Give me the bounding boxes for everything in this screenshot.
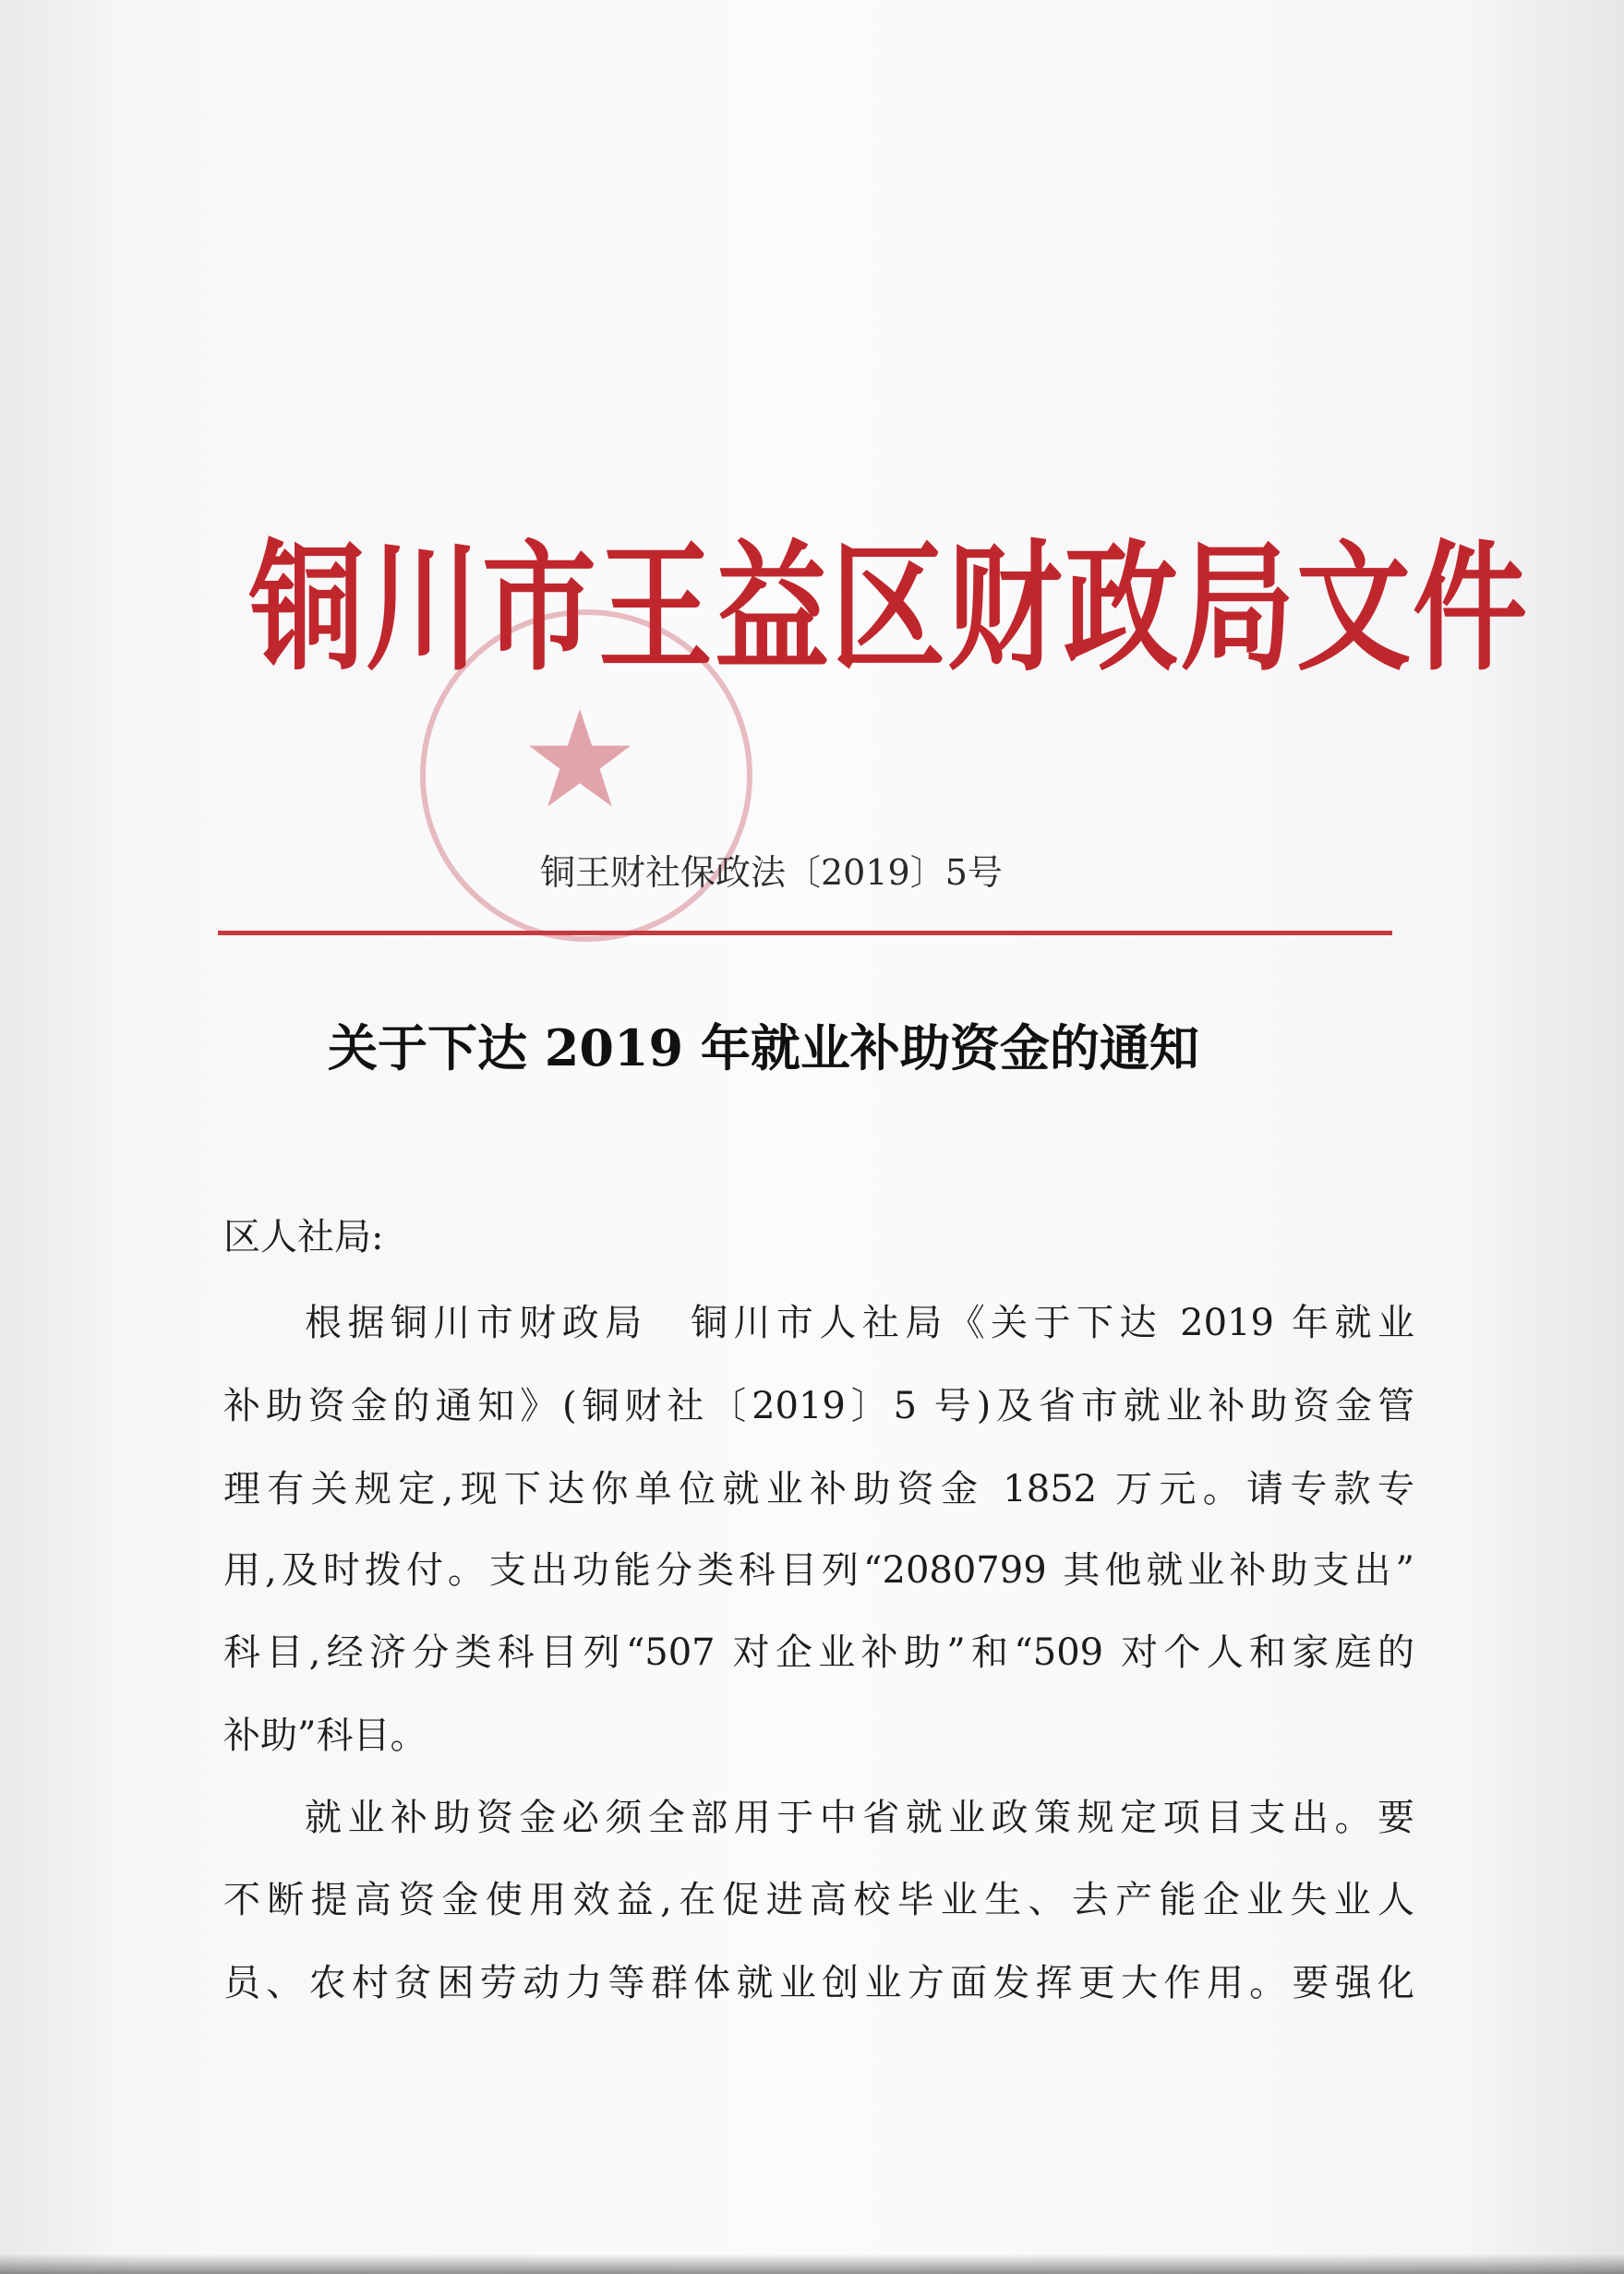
body-line: 科目,经济分类科目列“507 对企业补助”和“509 对个人和家庭的 — [223, 1631, 1414, 1674]
document-number: 铜王财社保政法〔2019〕5号 — [540, 852, 1003, 893]
body-line: 根据铜川市财政局 铜川市人社局《关于下达 2019 年就业 — [305, 1302, 1414, 1344]
notice-title: 关于下达 2019 年就业补助资金的通知 — [328, 1018, 1199, 1077]
issuer-title: 铜川市王益区财政局文件 — [249, 526, 1530, 691]
body-line: 补助”科目。 — [223, 1715, 427, 1757]
red-divider-line — [218, 931, 1392, 935]
body-line: 理有关规定,现下达你单位就业补助资金 1852 万元。请专款专 — [223, 1468, 1414, 1510]
body-line: 补助资金的通知》(铜财社〔2019〕5 号)及省市就业补助资金管 — [223, 1385, 1414, 1427]
body-line: 不断提高资金使用效益,在促进高校毕业生、去产能企业失业人 — [223, 1879, 1414, 1921]
body-line: 就业补助资金必须全部用于中省就业政策规定项目支出。要 — [305, 1797, 1414, 1839]
page-bottom-edge — [0, 2254, 1624, 2274]
salutation: 区人社局: — [223, 1216, 384, 1258]
body-line: 员、农村贫困劳动力等群体就业创业方面发挥更大作用。要强化 — [223, 1962, 1414, 2004]
body-line: 用,及时拨付。支出功能分类科目列“2080799 其他就业补助支出” — [223, 1549, 1414, 1592]
